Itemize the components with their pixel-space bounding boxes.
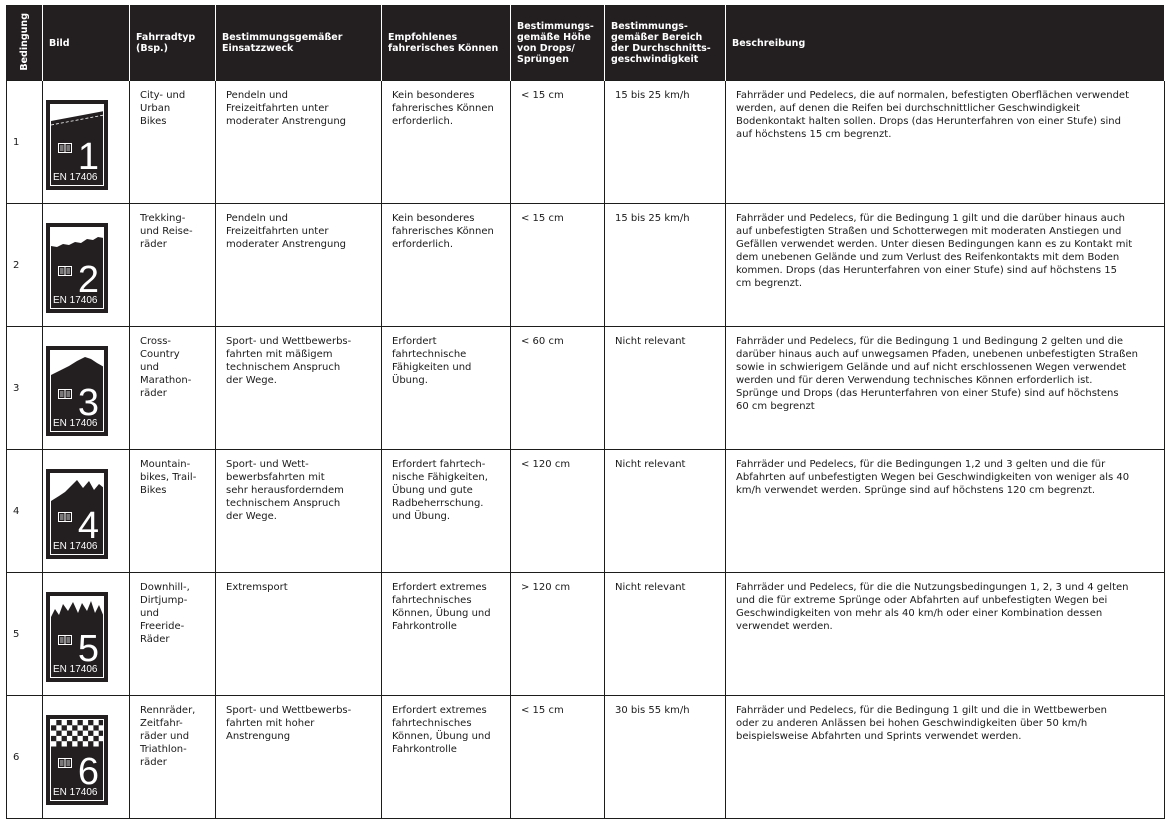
condition-sign bbox=[46, 469, 108, 559]
header-description: Beschreibung bbox=[726, 6, 1165, 81]
sign-digit: 6 bbox=[77, 751, 99, 793]
purpose-cell: Sport- und Wettbewerbs- fahrten mit mäßigem technischem Anspruch der Wege. bbox=[216, 327, 382, 450]
description-cell: Fahrräder und Pedelecs, die auf normalen, befestigten Oberflächen verwendet werden, auf denen die Reifen bei durchschnittlicher Geschwindigkeit Bodenkontakt halten sollen. Drops (das Herunterfahren von einer Stufe) sind auf höchstens 15 cm begrenzt. bbox=[726, 81, 1165, 204]
purpose-cell: Sport- und Wett- bewerbsfahrten mit sehr herausforderndem technischem Anspruch der Wege. bbox=[216, 450, 382, 573]
manual-book-icon bbox=[58, 635, 72, 645]
header-speed-range: Bestimmungs- gemäßer Bereich der Durchschnitts- geschwindigkeit bbox=[605, 6, 726, 81]
speed-range-cell: 15 bis 25 km/h bbox=[605, 204, 726, 327]
drop-height-cell: < 15 cm bbox=[511, 204, 605, 327]
condition-number: 4 bbox=[7, 450, 43, 573]
sign-norm-label: EN 17406 bbox=[53, 541, 98, 552]
purpose-cell: Pendeln und Freizeitfahrten unter moderater Anstrengung bbox=[216, 204, 382, 327]
bike-type-cell: Cross- Country und Marathon- räder bbox=[130, 327, 216, 450]
condition-sign bbox=[46, 592, 108, 682]
speed-range-cell: 30 bis 55 km/h bbox=[605, 696, 726, 819]
skills-cell: Kein besonderes fahrerisches Können erforderlich. bbox=[382, 204, 511, 327]
table-row bbox=[7, 450, 1165, 573]
description-cell: Fahrräder und Pedelecs, für die Bedingungen 1,2 und 3 gelten und die für Abfahrten auf unbefestigten Wegen bei Geschwindigkeiten von weniger als 40 km/h verwendet werden. Sprünge sind auf höchstens 120 cm begrenzt. bbox=[726, 450, 1165, 573]
table-row bbox=[7, 204, 1165, 327]
usage-conditions-table bbox=[6, 5, 1165, 819]
condition-sign-cell bbox=[43, 204, 130, 327]
bike-type-cell: Downhill-, Dirtjump- und Freeride- Räder bbox=[130, 573, 216, 696]
sign-norm-label: EN 17406 bbox=[53, 664, 98, 675]
sign-norm-label: EN 17406 bbox=[53, 295, 98, 306]
drop-height-cell: > 120 cm bbox=[511, 573, 605, 696]
sign-digit: 3 bbox=[77, 382, 99, 424]
condition-number: 5 bbox=[7, 573, 43, 696]
condition-sign-cell bbox=[43, 327, 130, 450]
speed-range-cell: Nicht relevant bbox=[605, 573, 726, 696]
bike-type-cell: Trekking- und Reise- räder bbox=[130, 204, 216, 327]
drop-height-cell: < 60 cm bbox=[511, 327, 605, 450]
purpose-cell: Extremsport bbox=[216, 573, 382, 696]
usage-conditions-table-wrapper bbox=[6, 5, 1165, 819]
drop-height-cell: < 15 cm bbox=[511, 696, 605, 819]
sign-norm-label: EN 17406 bbox=[53, 418, 98, 429]
skills-cell: Erfordert fahrtech- nische Fähigkeiten, Übung und gute Radbeherrschung. und Übung. bbox=[382, 450, 511, 573]
speed-range-cell: 15 bis 25 km/h bbox=[605, 81, 726, 204]
purpose-cell: Sport- und Wettbewerbs- fahrten mit hoher Anstrengung bbox=[216, 696, 382, 819]
condition-sign bbox=[46, 346, 108, 436]
speed-range-cell: Nicht relevant bbox=[605, 327, 726, 450]
drop-height-cell: < 120 cm bbox=[511, 450, 605, 573]
condition-sign-cell bbox=[43, 696, 130, 819]
description-cell: Fahrräder und Pedelecs, für die Bedingung 1 gilt und die in Wettbewerben oder zu anderen Anlässen bei hohen Geschwindigkeiten über 50 km/h beispielsweise Abfahrten und Sprints verwendet werden. bbox=[726, 696, 1165, 819]
condition-number: 3 bbox=[7, 327, 43, 450]
table-row bbox=[7, 81, 1165, 204]
purpose-cell: Pendeln und Freizeitfahrten unter moderater Anstrengung bbox=[216, 81, 382, 204]
drop-height-cell: < 15 cm bbox=[511, 81, 605, 204]
header-image: Bild bbox=[43, 6, 130, 81]
condition-sign bbox=[46, 223, 108, 313]
sign-digit: 5 bbox=[77, 628, 99, 670]
skills-cell: Kein besonderes fahrerisches Können erforderlich. bbox=[382, 81, 511, 204]
manual-book-icon bbox=[58, 512, 72, 522]
skills-cell: Erfordert extremes fahrtechnisches Können, Übung und Fahrkontrolle bbox=[382, 573, 511, 696]
condition-number: 6 bbox=[7, 696, 43, 819]
condition-sign-cell bbox=[43, 573, 130, 696]
description-cell: Fahrräder und Pedelecs, für die die Nutzungsbedingungen 1, 2, 3 und 4 gelten und die für extreme Sprünge oder Abfahrten auf unbefestigten Wegen bei Geschwindigkeiten von mehr als 40 km/h oder einer Kombination dessen verwendet werden. bbox=[726, 573, 1165, 696]
bike-type-cell: Mountain- bikes, Trail- Bikes bbox=[130, 450, 216, 573]
header-drop-height: Bestimmungs- gemäße Höhe von Drops/ Sprüngen bbox=[511, 6, 605, 81]
table-row bbox=[7, 327, 1165, 450]
speed-range-cell: Nicht relevant bbox=[605, 450, 726, 573]
condition-sign-cell bbox=[43, 81, 130, 204]
condition-sign bbox=[46, 100, 108, 190]
header-skills: Empfohlenes fahrerisches Können bbox=[382, 6, 511, 81]
manual-book-icon bbox=[58, 389, 72, 399]
sign-norm-label: EN 17406 bbox=[53, 172, 98, 183]
sign-digit: 4 bbox=[77, 505, 99, 547]
skills-cell: Erfordert fahrtechnische Fähigkeiten und Übung. bbox=[382, 327, 511, 450]
header-bike-type: Fahrradtyp (Bsp.) bbox=[130, 6, 216, 81]
condition-sign-cell bbox=[43, 450, 130, 573]
sign-digit: 2 bbox=[77, 259, 99, 301]
table-row bbox=[7, 696, 1165, 819]
manual-book-icon bbox=[58, 758, 72, 768]
sign-digit: 1 bbox=[77, 136, 99, 178]
skills-cell: Erfordert extremes fahrtechnisches Können, Übung und Fahrkontrolle bbox=[382, 696, 511, 819]
description-cell: Fahrräder und Pedelecs, für die Bedingung 1 gilt und die darüber hinaus auch auf unbefestigten Straßen und Schotterwegen mit moderaten Anstiegen und Gefällen verwendet werden. Unter diesen Bedingungen kann es zu Kontakt mit dem unebenen Gelände und zum Verlust des Reifenkontakts mit dem Boden kommen. Drops (das Herunterfahren von einer Stufe) sind auf höchstens 15 cm begrenzt. bbox=[726, 204, 1165, 327]
sign-norm-label: EN 17406 bbox=[53, 787, 98, 798]
bike-type-cell: Rennräder, Zeitfahr- räder und Triathlon- räder bbox=[130, 696, 216, 819]
manual-book-icon bbox=[58, 143, 72, 153]
condition-number: 2 bbox=[7, 204, 43, 327]
header-purpose: Bestimmungsgemäßer Einsatzzweck bbox=[216, 6, 382, 81]
table-row bbox=[7, 573, 1165, 696]
bike-type-cell: City- und Urban Bikes bbox=[130, 81, 216, 204]
condition-number: 1 bbox=[7, 81, 43, 204]
header-condition: Bedingung bbox=[7, 6, 43, 81]
header-row bbox=[7, 6, 1165, 81]
condition-sign bbox=[46, 715, 108, 805]
description-cell: Fahrräder und Pedelecs, für die Bedingung 1 und Bedingung 2 gelten und die darüber hinaus auch auf unwegsamen Pfaden, unebenen unbefestigten Straßen sowie in schwierigem Gelände und auf nicht erschlossenen Wegen verwendet werden und für deren Verwendung technisches Können erforderlich ist. Sprünge und Drops (das Herunterfahren von einer Stufe) sind auf höchstens 60 cm begrenzt bbox=[726, 327, 1165, 450]
manual-book-icon bbox=[58, 266, 72, 276]
